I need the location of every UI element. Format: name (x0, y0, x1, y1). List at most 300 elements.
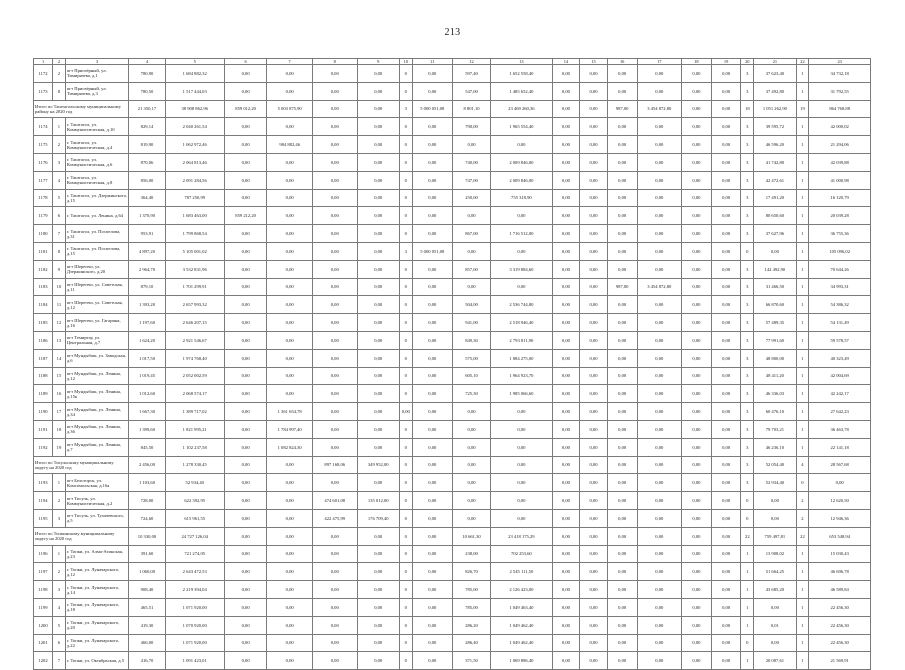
table-cell: 0,00 (580, 456, 608, 474)
table-cell: 1 370,90 (129, 207, 165, 225)
table-cell: 780,50 (129, 82, 165, 100)
table-cell: 0,00 (412, 598, 452, 616)
address-cell: г. Таштагол, ул. Дзержинского, д.15 (65, 189, 129, 207)
table-cell: 0,00 (224, 260, 266, 278)
table-cell: 1185 (34, 314, 53, 332)
table-cell: 0,00 (267, 153, 313, 171)
table-cell: 0,00 (412, 349, 452, 367)
table-cell: 0 (399, 296, 412, 314)
table-cell: 1200 (34, 616, 53, 634)
table-cell: 0,00 (452, 492, 490, 510)
document-sheet (33, 58, 871, 670)
column-header: 12 (452, 59, 490, 65)
table-cell: 785,00 (452, 581, 490, 599)
table-cell: 0,00 (267, 296, 313, 314)
table-cell: 0,00 (452, 474, 490, 492)
table-cell: 0,00 (607, 296, 637, 314)
table-row (34, 652, 871, 670)
table-cell: 653 548,94 (809, 527, 871, 545)
column-header: 14 (552, 59, 580, 65)
table-cell: 17 (53, 403, 66, 421)
table-cell: 615 961,55 (165, 509, 224, 527)
table-cell: 1190 (34, 403, 53, 421)
table-cell: 0,00 (552, 385, 580, 403)
table-cell: 1181 (34, 242, 53, 260)
table-cell: 0,00 (711, 652, 741, 670)
table-cell: 0,00 (412, 420, 452, 438)
table-cell: 0,00 (682, 100, 712, 118)
table-cell: 0,00 (552, 616, 580, 634)
table-cell: 1 (796, 65, 809, 83)
table-cell: 1197 (34, 563, 53, 581)
table-cell: 22 (796, 527, 809, 545)
column-header: 9 (357, 59, 399, 65)
table-cell: 1 799 868,54 (165, 225, 224, 243)
column-header: 7 (267, 59, 313, 65)
table-cell: 15 030,43 (809, 545, 871, 563)
column-header: 21 (754, 59, 796, 65)
table-cell: 0,00 (711, 616, 741, 634)
table-cell: 0,00 (312, 527, 357, 545)
table-cell: 1 684 882,32 (165, 65, 224, 83)
table-cell: 987,00 (607, 278, 637, 296)
table-cell: 0,00 (312, 349, 357, 367)
table-cell: 250,00 (452, 189, 490, 207)
table-cell: 0,00 (637, 474, 682, 492)
column-header: 8 (312, 59, 357, 65)
table-cell: 0,00 (412, 474, 452, 492)
table-cell: 859 012,20 (224, 100, 266, 118)
table-cell: 0,00 (607, 385, 637, 403)
table-cell: 3 (741, 65, 754, 83)
column-header: 15 (580, 59, 608, 65)
table-cell: 0,00 (754, 634, 796, 652)
table-cell: 721 274,05 (165, 545, 224, 563)
table-cell: 0,00 (580, 545, 608, 563)
table-cell: 0,00 (224, 349, 266, 367)
table-cell: 725,30 (452, 385, 490, 403)
table-cell: 0,00 (224, 634, 266, 652)
table-cell: 504,00 (452, 296, 490, 314)
table-cell: 1 393,20 (129, 296, 165, 314)
table-cell: 0,00 (552, 403, 580, 421)
table-cell: 0 (399, 118, 412, 136)
table-cell: 0,00 (312, 296, 357, 314)
table-cell: 3 (741, 207, 754, 225)
table-cell: 0,00 (552, 153, 580, 171)
table-cell: 1 017,50 (129, 349, 165, 367)
table-cell: 0,00 (552, 492, 580, 510)
address-cell: пгт Мундыбаш, ул. Ленина, д.12 (65, 367, 129, 385)
column-header: 22 (796, 59, 809, 65)
table-cell: 0,00 (412, 438, 452, 456)
table-cell: 16 (53, 385, 66, 403)
table-cell: 0,00 (412, 581, 452, 599)
table-cell: 0 (399, 278, 412, 296)
table-cell: 702 253,60 (491, 545, 553, 563)
table-cell: 0,00 (412, 385, 452, 403)
table-cell: 1184 (34, 296, 53, 314)
table-cell: 2 052 002,59 (165, 367, 224, 385)
table-cell: 54 386,32 (809, 296, 871, 314)
address-cell: пгт Приозёрный, ул. Тимирязева, д.1 (65, 65, 129, 83)
table-cell: 37 492,80 (754, 82, 796, 100)
table-cell: 1 (796, 545, 809, 563)
table-cell: 0,00 (312, 652, 357, 670)
table-row (34, 616, 871, 634)
table-cell: 0,00 (580, 207, 608, 225)
table-cell: 0,00 (711, 242, 741, 260)
table-cell: 0,00 (267, 314, 313, 332)
table-cell: 3 319 884,60 (491, 260, 553, 278)
table-cell: 2 126 423,00 (491, 581, 553, 599)
table-cell: 0,00 (580, 403, 608, 421)
table-cell: 1 716 512,00 (491, 225, 553, 243)
table-cell: 6 (53, 207, 66, 225)
table-cell: 0,00 (607, 581, 637, 599)
table-cell: 787 250,99 (165, 189, 224, 207)
table-cell: 0,00 (452, 136, 490, 154)
table-cell: 2 219 394,04 (165, 581, 224, 599)
table-cell: 80 650,60 (754, 207, 796, 225)
table-cell: 0,00 (412, 403, 452, 421)
table-cell: 0,00 (711, 118, 741, 136)
table-cell: 42 000,02 (809, 118, 871, 136)
table-cell: 0,00 (637, 118, 682, 136)
table-cell: 0,00 (607, 82, 637, 100)
table-cell: 0,00 (607, 652, 637, 670)
table-cell: 3 532 831,96 (165, 260, 224, 278)
table-cell: 0,00 (357, 598, 399, 616)
column-header: 17 (637, 59, 682, 65)
table-cell: 0,00 (711, 509, 741, 527)
table-cell: 0,00 (682, 349, 712, 367)
table-cell: 1 091 423,01 (165, 652, 224, 670)
table-cell: 0,00 (637, 527, 682, 545)
table-cell: 0,00 (452, 278, 490, 296)
table-cell: 0,00 (711, 278, 741, 296)
table-cell: 0,00 (809, 474, 871, 492)
table-cell: 0,00 (552, 563, 580, 581)
table-cell: 0,00 (637, 456, 682, 474)
table-cell: 0,00 (552, 438, 580, 456)
table-cell: 1 964 923,70 (491, 367, 553, 385)
table-cell: 1 069 886,40 (491, 652, 553, 670)
table-cell: 2 040 261,54 (165, 118, 224, 136)
column-header: 13 (491, 59, 553, 65)
table-cell: 10 661,30 (452, 527, 490, 545)
table-cell: 1 965 554,40 (491, 118, 553, 136)
table-cell: 286,20 (452, 616, 490, 634)
table-cell: 24 727 126,04 (165, 527, 224, 545)
table-cell: 3 (741, 349, 754, 367)
table-cell: 1182 (34, 260, 53, 278)
table-cell: 0,00 (552, 331, 580, 349)
table-cell: 0,00 (357, 616, 399, 634)
table-cell: 0,00 (312, 136, 357, 154)
table-cell: 0,00 (607, 314, 637, 332)
table-cell: 1 (796, 207, 809, 225)
column-header: 4 (129, 59, 165, 65)
table-cell: 0,00 (637, 616, 682, 634)
table-cell: 0 (399, 581, 412, 599)
table-cell: 0,00 (267, 242, 313, 260)
table-cell: 0,00 (357, 100, 399, 118)
table-cell: 0,00 (357, 171, 399, 189)
table-cell: 0,00 (357, 634, 399, 652)
table-cell: 0 (741, 634, 754, 652)
table-cell: 0,00 (312, 331, 357, 349)
table-cell: 0,00 (412, 118, 452, 136)
address-cell: г. Таштагол, ул. Коммунистическая, д.10 (65, 118, 129, 136)
table-cell: 0,00 (399, 403, 412, 421)
table-cell: 0,00 (267, 367, 313, 385)
column-header: 18 (682, 59, 712, 65)
table-cell: 0,00 (357, 403, 399, 421)
table-cell: 0,00 (711, 474, 741, 492)
table-cell: 1 (741, 616, 754, 634)
table-cell: 0,00 (224, 456, 266, 474)
table-cell: 0,00 (711, 314, 741, 332)
table-cell: 0,00 (552, 314, 580, 332)
table-cell: 0,00 (224, 296, 266, 314)
table-row (34, 207, 871, 225)
address-cell: г. Таштагол, ул. Коммунистическая, д.8 (65, 171, 129, 189)
table-cell: 0,00 (552, 509, 580, 527)
table-cell: 1201 (34, 634, 53, 652)
table-cell: 0,00 (711, 527, 741, 545)
table-cell: 14 (53, 349, 66, 367)
table-cell: 0,00 (267, 82, 313, 100)
table-cell: 3 (53, 153, 66, 171)
table-cell: 0,00 (312, 616, 357, 634)
table-row (34, 153, 871, 171)
table-cell: 2 921 546,67 (165, 331, 224, 349)
table-cell: 0 (399, 634, 412, 652)
table-cell: 1 784 997,40 (267, 420, 313, 438)
table-cell: 1 102 237,58 (165, 438, 224, 456)
table-cell: 1 (796, 314, 809, 332)
table-cell: 0,00 (754, 598, 796, 616)
table-cell: 0,00 (682, 260, 712, 278)
table-cell: 1 197,60 (129, 314, 165, 332)
table-cell: 8 801,10 (452, 100, 490, 118)
table-cell: 22 456,30 (809, 598, 871, 616)
table-cell: 142 492,90 (754, 260, 796, 278)
table-cell: 1 652 558,40 (491, 65, 553, 83)
table-cell: 0,00 (711, 82, 741, 100)
table-cell: 0,00 (637, 652, 682, 670)
table-cell: 1 (796, 652, 809, 670)
table-cell: 0,00 (580, 581, 608, 599)
table-cell: 0,00 (552, 242, 580, 260)
table-cell: 1 (796, 260, 809, 278)
table-cell: 0,00 (580, 189, 608, 207)
address-cell: г. Топки, ул. Алма-Атинская, д.23 (65, 545, 129, 563)
table-cell: 41 742,80 (754, 153, 796, 171)
table-cell: 1 (796, 82, 809, 100)
table-cell: 0,00 (682, 153, 712, 171)
table-cell: 0,00 (607, 509, 637, 527)
subtotal-label: Итого по Тисульскому муниципальному округу на 2020 год (34, 456, 129, 474)
table-cell: 0,00 (580, 598, 608, 616)
table-cell: 22 456,30 (809, 634, 871, 652)
table-cell: 0,00 (607, 65, 637, 83)
table-cell: 1 485 652,40 (491, 82, 553, 100)
table-cell: 0,00 (682, 82, 712, 100)
table-cell: 0 (399, 367, 412, 385)
table-cell: 984 882,46 (267, 136, 313, 154)
table-cell: 1 821 995,21 (165, 420, 224, 438)
table-cell: 1 701 299,91 (165, 278, 224, 296)
table-cell: 0,00 (312, 438, 357, 456)
table-cell: 0 (399, 136, 412, 154)
table-cell: 0 (399, 225, 412, 243)
table-cell: 0,00 (552, 118, 580, 136)
table-cell: 0,00 (682, 189, 712, 207)
address-cell: г. Таштагол, ул. Поспелова, д.31 (65, 225, 129, 243)
table-cell: 3 (741, 331, 754, 349)
table-cell: 1 (796, 136, 809, 154)
table-cell: 10 (53, 278, 66, 296)
table-cell: 0,00 (682, 581, 712, 599)
table-cell: 7 (53, 652, 66, 670)
table-cell: 3 (741, 385, 754, 403)
table-cell: 728,00 (129, 492, 165, 510)
table-cell: 1 (741, 652, 754, 670)
table-cell: 0,00 (224, 367, 266, 385)
table-cell: 5 000 051,08 (412, 242, 452, 260)
address-cell: пгт Мундыбаш, ул. Заводская, д.6 (65, 349, 129, 367)
table-cell: 0 (399, 207, 412, 225)
table-cell: 15 (53, 367, 66, 385)
table-cell: 1 (796, 153, 809, 171)
address-cell: г. Топки, ул. Луначарского, д.12 (65, 563, 129, 581)
table-cell: 1198 (34, 581, 53, 599)
table-cell: 0,00 (357, 349, 399, 367)
table-cell: 0,00 (412, 652, 452, 670)
table-cell: 1175 (34, 136, 53, 154)
table-cell: 1 (796, 242, 809, 260)
table-body (34, 59, 871, 670)
table-cell: 2 646 207,15 (165, 314, 224, 332)
table-cell: 1 049 462,40 (491, 616, 553, 634)
table-cell: 0,00 (682, 225, 712, 243)
table-cell: 0,00 (682, 652, 712, 670)
table-cell: 0,00 (711, 634, 741, 652)
table-cell: 0,00 (552, 545, 580, 563)
table-cell: 0,00 (637, 242, 682, 260)
table-cell: 0,00 (711, 171, 741, 189)
table-cell: 21 294,06 (809, 136, 871, 154)
table-row (34, 420, 871, 438)
table-cell: 0,00 (711, 296, 741, 314)
table-cell: 48 411,20 (754, 367, 796, 385)
table-cell: 0,00 (580, 616, 608, 634)
address-cell: пгт Шерегеш, ул. Гагарина, д.16 (65, 314, 129, 332)
table-cell: 3 (741, 136, 754, 154)
table-cell: 37 627,96 (754, 225, 796, 243)
table-cell: 3 (741, 171, 754, 189)
table-cell: 0,01 (754, 616, 796, 634)
table-cell: 1 071 920,00 (165, 634, 224, 652)
table-cell: 0,00 (357, 278, 399, 296)
table-cell: 1 683 463,00 (165, 207, 224, 225)
table-cell: 0,00 (637, 207, 682, 225)
table-cell: 0,00 (580, 225, 608, 243)
table-cell: 0,00 (637, 171, 682, 189)
table-cell: 908,40 (129, 581, 165, 599)
table-cell: 0,00 (357, 82, 399, 100)
table-cell: 0,00 (682, 563, 712, 581)
table-cell: 3 (741, 118, 754, 136)
column-header: 20 (741, 59, 754, 65)
table-cell: 0,00 (357, 189, 399, 207)
table-cell: 419,30 (129, 616, 165, 634)
table-cell: 724,60 (129, 509, 165, 527)
table-row (34, 385, 871, 403)
table-cell: 0,00 (607, 474, 637, 492)
table-cell: 0,00 (682, 296, 712, 314)
table-cell: 0,00 (607, 403, 637, 421)
table-cell: 0,00 (224, 616, 266, 634)
table-cell: 1 985 066,60 (491, 385, 553, 403)
subtotal-row (34, 527, 871, 545)
table-cell: 575,00 (452, 349, 490, 367)
table-cell: 987,00 (607, 100, 637, 118)
table-cell: 0 (399, 189, 412, 207)
table-cell: 0,00 (607, 349, 637, 367)
table-cell: 0,00 (224, 153, 266, 171)
address-cell: г. Топки, ул. Луначарского, д.22 (65, 634, 129, 652)
table-cell: 0,00 (552, 296, 580, 314)
table-cell: 0 (399, 260, 412, 278)
table-cell: 0 (399, 82, 412, 100)
table-cell: 0,00 (357, 545, 399, 563)
table-cell: 1179 (34, 207, 53, 225)
table-cell: 3 454 872,80 (637, 278, 682, 296)
column-header: 23 (809, 59, 871, 65)
table-cell: 0,00 (637, 420, 682, 438)
table-cell: 0 (399, 385, 412, 403)
table-cell: 0,00 (267, 278, 313, 296)
table-cell: 0,00 (637, 385, 682, 403)
table-cell: 0,00 (711, 420, 741, 438)
table-cell: 364,40 (129, 189, 165, 207)
table-cell: 22 141,18 (809, 438, 871, 456)
table-cell: 465,51 (129, 598, 165, 616)
table-cell: 0,00 (224, 82, 266, 100)
table-cell: 0,00 (412, 171, 452, 189)
table-cell: 0,00 (412, 82, 452, 100)
table-cell: 0,00 (637, 296, 682, 314)
table-cell: 856,00 (129, 171, 165, 189)
table-cell: 0,00 (267, 349, 313, 367)
table-cell: 747,00 (452, 171, 490, 189)
table-cell: 0,00 (312, 153, 357, 171)
table-cell: 10 330,00 (129, 527, 165, 545)
table-cell: 0,00 (607, 456, 637, 474)
table-cell: 0,00 (580, 242, 608, 260)
table-cell: 0,00 (637, 136, 682, 154)
table-cell: 0,00 (491, 456, 553, 474)
table-cell: 0,00 (312, 581, 357, 599)
table-cell: 0 (741, 492, 754, 510)
table-cell: 0,00 (357, 65, 399, 83)
table-cell: 0,00 (580, 260, 608, 278)
table-cell: 12 946,36 (809, 509, 871, 527)
table-cell: 1 667,30 (129, 403, 165, 421)
